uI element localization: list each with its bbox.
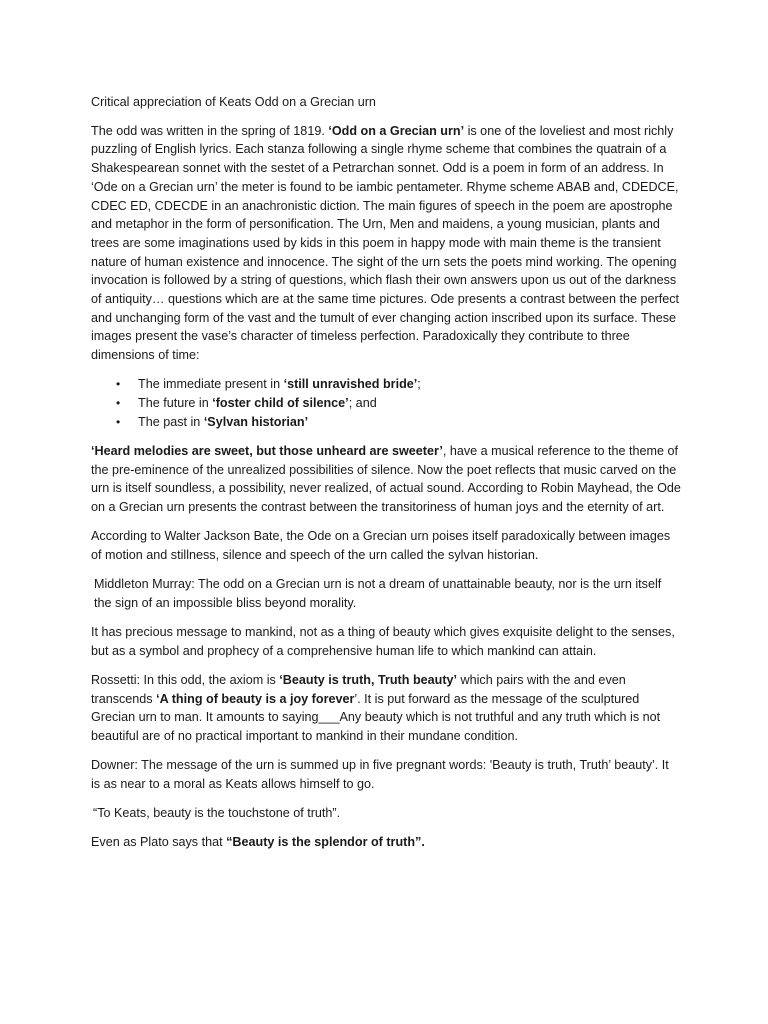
list-item-emphasis: ‘foster child of silence’ — [212, 396, 349, 411]
poem-title-emphasis: ‘Odd on a Grecian urn’ — [328, 123, 465, 138]
paragraph-heard-melodies — [91, 442, 681, 517]
paragraph-murray: Middleton Murray: The odd on a Grecian urn is not a dream of unattainable beauty, nor is the urn itself the sign of an impossible bliss beyond morality. — [94, 577, 662, 610]
list-item-text: The future in — [138, 396, 213, 411]
list-item — [91, 413, 681, 432]
quote-joy-forever: ‘A thing of beauty is a joy forever — [156, 691, 355, 706]
list-item-text: The past in — [138, 414, 204, 429]
bullet-icon: • — [116, 396, 121, 411]
quote-splendor-of-truth: “Beauty is the splendor of truth”. — [226, 835, 425, 850]
paragraph-rossetti-text-c: which pairs with the and even transcends — [91, 672, 626, 706]
paragraph-intro — [91, 122, 681, 365]
paragraph-plato-text: Even as Plato says that — [91, 835, 227, 850]
bullet-icon: • — [116, 414, 121, 429]
document-title: Critical appreciation of Keats Odd on a Grecian urn — [91, 95, 376, 109]
quote-heard-melodies: ‘Heard melodies are sweet, but those unheard are sweeter’ — [91, 443, 443, 458]
list-item-suffix: ; and — [348, 396, 377, 411]
time-dimensions-list — [91, 375, 681, 431]
list-item-text: The immediate present in — [138, 377, 284, 392]
list-item — [91, 394, 681, 413]
paragraph-precious-message: It has precious message to mankind, not as a thing of beauty which gives exquisite delight to the senses, but as a symbol and prophecy of a comprehensive human life to which mankind can attain. — [91, 625, 675, 658]
paragraph-intro-text-c: is one of the loveliest and most richly puzzling of English lyrics. Each stanza following a single rhyme scheme that combines the quatrain of a Shakespearean sonnet with the sestet of a Petrarchan sonnet. Odd is a poem in form of an address. In ‘Ode on a Grecian urn’ the meter is found to be iambic pentameter. Rhyme scheme ABAB and, CDEDCE, CDEC ED, CDECDE in an anachronistic diction. The main figures of speech in the poem are apostrophe and metaphor in the form of personification. The Urn, Men and maidens, a young musician, plants and trees are some imaginations used by kids in this poem in happy mode with main theme is the transient nature of human existence and innocence. The sight of the urn sets the poets mind working. The opening invocation is followed by a string of questions, which flash their own answers upon us out of the darkness of antiquity… questions which are at the same time pictures. Ode presents a contrast between the perfect and unchanging form of the vast and the tumult of ever changing action inscribed upon its surface. These images present the vase’s character of timeless perfection. Paradoxically they contribute to three dimensions of time: — [91, 123, 680, 363]
document-body — [91, 93, 681, 863]
list-item-emphasis: ‘Sylvan historian’ — [203, 414, 309, 429]
paragraph-rossetti-text-a: Rossetti: In this odd, the axiom is — [91, 672, 280, 687]
paragraph-heard-melodies-text: , have a musical reference to the theme of the pre-eminence of the unrealized possibilities of silence. Now the poet reflects that music carved on the urn is itself soundless, a possibility, never realized, of actual sound. According to Robin Mayhead, the Ode on a Grecian urn presents the contrast between the transitoriness of human joys and the eternity of art. — [91, 443, 681, 515]
paragraph-bate: According to Walter Jackson Bate, the Ode on a Grecian urn poises itself paradoxically between images of motion and stillness, silence and speech of the urn called the sylvan historian. — [91, 529, 671, 562]
list-item — [91, 375, 681, 394]
paragraph-rossetti-text-e: ’. It is put forward as the message of the sculptured Grecian urn to man. It amounts to saying___Any beauty which is not truthful and any truth which is not beautiful are of no practical important to mankind in their mundane condition. — [91, 691, 661, 744]
paragraph-touchstone: “To Keats, beauty is the touchstone of truth”. — [93, 806, 341, 821]
quote-beauty-is-truth: ‘Beauty is truth, Truth beauty’ — [279, 672, 458, 687]
paragraph-rossetti — [91, 671, 681, 746]
list-item-suffix: ; — [417, 377, 421, 392]
list-item-emphasis: ‘still unravished bride’ — [283, 377, 418, 392]
paragraph-plato — [91, 833, 681, 852]
paragraph-downer: Downer: The message of the urn is summed up in five pregnant words: 'Beauty is truth, Truth’ beauty’. It is as near to a moral as Keats allows himself to go. — [91, 758, 669, 791]
bullet-icon: • — [116, 377, 121, 392]
paragraph-intro-text-a: The odd was written in the spring of 1819. — [91, 123, 329, 138]
